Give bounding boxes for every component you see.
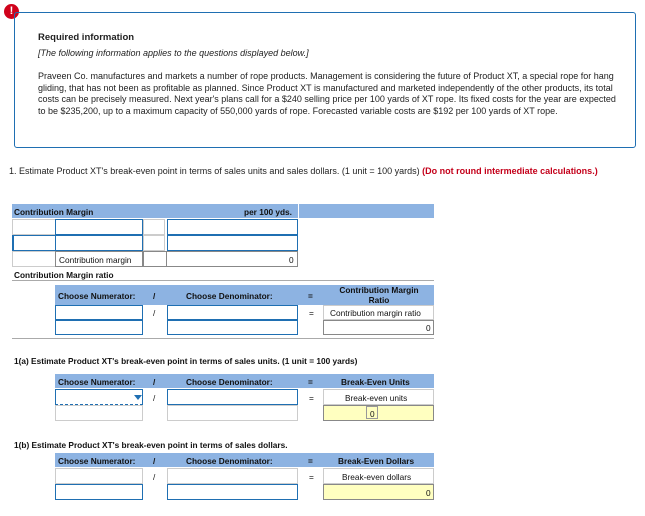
cm-row3-spacer: [12, 251, 56, 267]
question-text: [9, 166, 634, 178]
required-info-title: Required information: [38, 32, 135, 43]
cm-header-left: Contribution Margin: [14, 207, 94, 217]
dollars-numerator-cell: [55, 468, 143, 484]
units-equals-header: =: [308, 377, 313, 387]
break-even-units-value: 0: [370, 409, 375, 419]
cm-row1-spacer: [12, 219, 56, 235]
question-main: 1. Estimate Product XT's break-even point in terms of sales units and sales dollars. (1 unit = 100 yards): [9, 166, 423, 176]
cm-ratio-title: Contribution Margin ratio: [14, 270, 114, 280]
units-result-cell: [323, 405, 434, 421]
cm-row2-amount-input[interactable]: [167, 235, 298, 251]
dollars-slash-header: /: [153, 456, 156, 466]
question-emphasis: (Do not round intermediate calculations.): [422, 166, 598, 176]
dollars-denominator-cell: [167, 468, 298, 484]
cm-ratio-bottom-rule: [12, 338, 434, 339]
problem-statement: Praveen Co. manufactures and markets a number of rope products. Management is considering the future of Product XT, a special rope for hang gliding, that has not been as profitable as planned. Since Product XT is manufactured and marketed independently of the other products, its total costs can be precisely measured. Next year's plans call for a $240 selling price per 100 yards of XT rope. Its fixed costs for the year are expected to be $235,200, up to a maximum capacity of 550,000 yards of rope. Forecasted variable costs are $192 per 100 yards of XT rope.: [38, 71, 616, 116]
cm-row2-currency-cell: [143, 235, 165, 251]
dollars-result-header: Break-Even Dollars: [338, 456, 415, 466]
required-info-subtitle: [The following information applies to the questions displayed below.]: [38, 48, 309, 58]
cm-ratio-equals: =: [309, 308, 314, 318]
cm-ratio-value: 0: [426, 323, 431, 333]
dollars-numerator-input[interactable]: [55, 484, 143, 500]
dollars-denominator-input[interactable]: [167, 484, 298, 500]
cm-row3-currency-cell: [143, 251, 167, 267]
cm-row1-label-input[interactable]: [55, 219, 143, 235]
units-numerator-select[interactable]: [55, 389, 143, 405]
units-slash-header: /: [153, 377, 156, 387]
dollars-result-label: Break-even dollars: [342, 472, 412, 482]
cm-ratio-equals-header: =: [308, 291, 313, 301]
units-result-label: Break-even units: [345, 393, 408, 403]
dollars-equals-header: =: [308, 456, 313, 466]
cm-ratio-denominator-label: Choose Denominator:: [186, 291, 273, 301]
units-section-title: 1(a) Estimate Product XT's break-even point in terms of sales units. (1 unit = 100 yards): [14, 356, 358, 366]
units-denominator-input[interactable]: [167, 389, 298, 405]
cm-header-right: per 100 yds.: [244, 207, 292, 217]
chevron-down-icon[interactable]: [134, 395, 142, 400]
cm-ratio-slash: /: [153, 308, 156, 318]
cm-row1-amount-input[interactable]: [167, 219, 298, 235]
cm-ratio-numerator-input[interactable]: [55, 305, 143, 320]
cm-ratio-numerator-label: Choose Numerator:: [58, 291, 136, 301]
cm-ratio-result-cell: [323, 320, 434, 335]
units-slash: /: [153, 393, 156, 403]
contribution-margin-label: Contribution margin: [59, 255, 132, 265]
units-numerator-label: Choose Numerator:: [58, 377, 136, 387]
cm-header-divider: [298, 204, 299, 218]
cm-ratio-denominator-input[interactable]: [167, 305, 298, 320]
units-value-box: [366, 406, 378, 419]
cm-ratio-result-header: Contribution Margin Ratio: [339, 285, 419, 305]
cm-ratio-denominator-input-2[interactable]: [167, 320, 298, 335]
dollars-equals: =: [309, 472, 314, 482]
units-result-header: Break-Even Units: [341, 377, 410, 387]
cm-row2-spacer-input[interactable]: [12, 235, 56, 251]
units-denominator-label: Choose Denominator:: [186, 377, 273, 387]
units-equals: =: [309, 393, 314, 403]
dollars-section-title: 1(b) Estimate Product XT's break-even point in terms of sales dollars.: [14, 440, 288, 450]
cm-ratio-result-label: Contribution margin ratio: [330, 308, 421, 318]
dollars-result-cell: [323, 484, 434, 500]
dollars-slash: /: [153, 472, 156, 482]
cm-row3-amount-cell: [166, 251, 298, 267]
cm-row2-label-input[interactable]: [55, 235, 143, 251]
dollars-denominator-label: Choose Denominator:: [186, 456, 273, 466]
cm-ratio-numerator-input-2[interactable]: [55, 320, 143, 335]
cm-ratio-slash-header: /: [153, 291, 156, 301]
dollars-numerator-label: Choose Numerator:: [58, 456, 136, 466]
units-row2-numerator-cell: [55, 405, 143, 421]
cm-row1-currency-cell: [143, 219, 165, 235]
units-row2-denominator-cell: [167, 405, 298, 421]
cm-ratio-rule: [12, 280, 434, 281]
alert-icon: !: [4, 4, 19, 19]
break-even-dollars-value: 0: [426, 488, 431, 498]
contribution-margin-value: 0: [289, 255, 294, 265]
